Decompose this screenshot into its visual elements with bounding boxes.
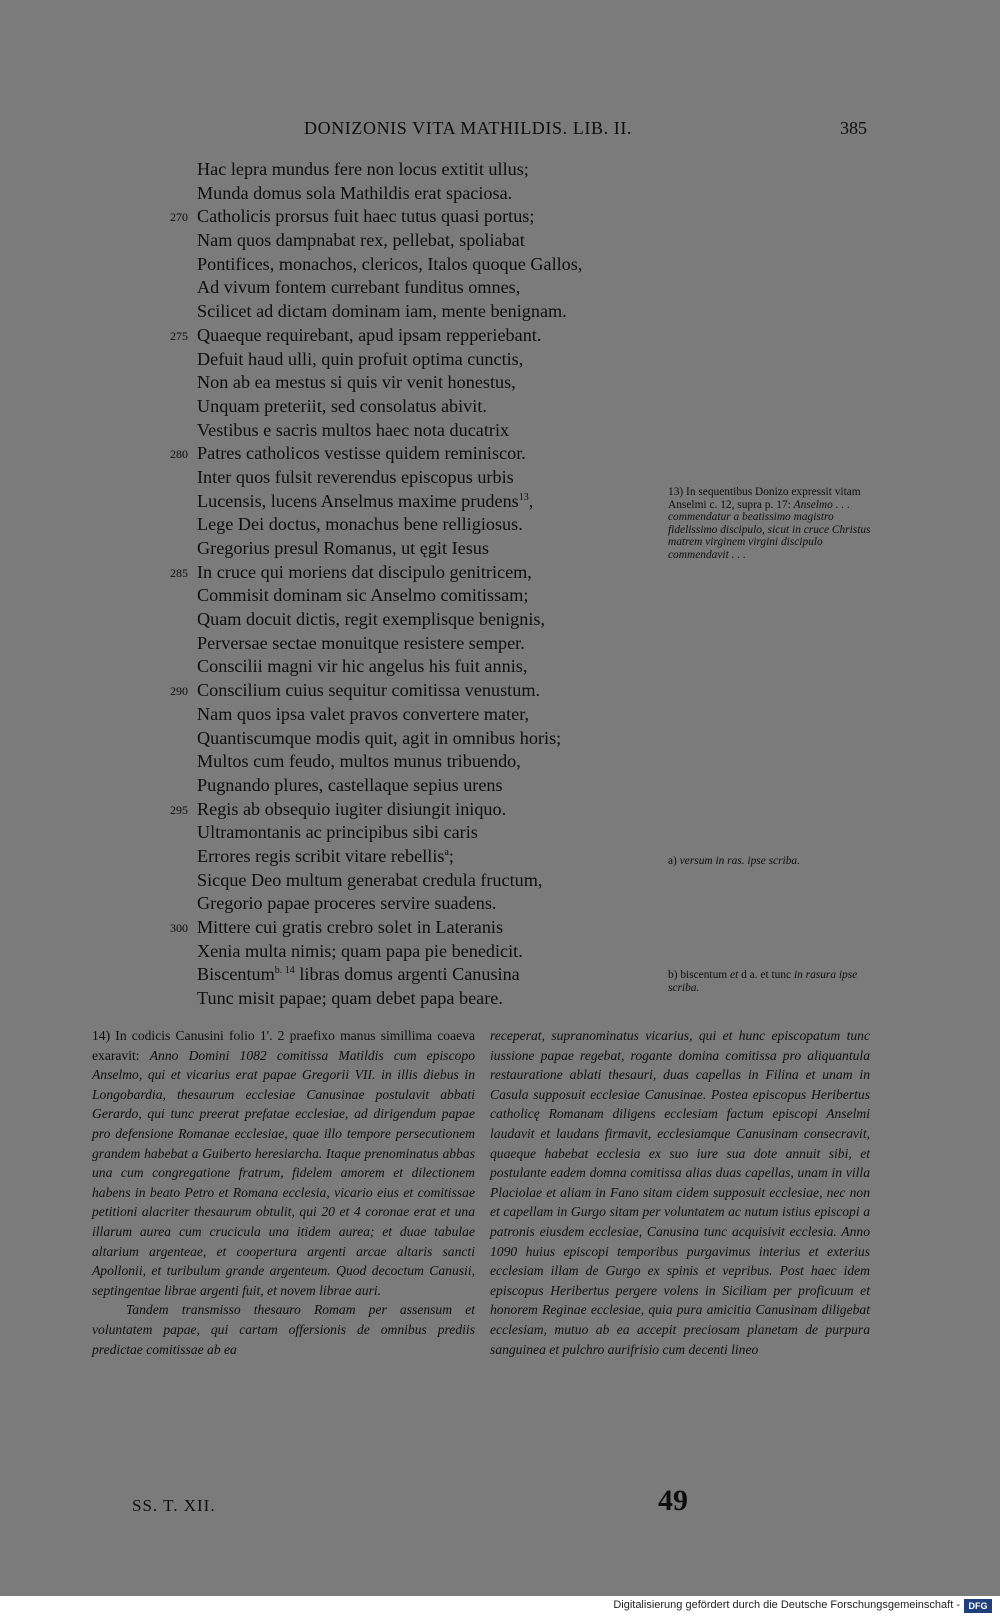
sidenote-b-text: in rasura ipse scriba.: [668, 969, 858, 994]
sidenote-13: [668, 486, 873, 562]
verse-line: [160, 798, 660, 822]
verse-number: 270: [170, 210, 188, 225]
verse-text: [197, 703, 529, 727]
verse-text-main: Non ab ea mestus si quis vir venit honestus,: [197, 372, 516, 393]
verse-line: [160, 537, 660, 561]
verse-text-main: Quaeque requirebant, apud ipsam repperiebant.: [197, 324, 542, 345]
verse-line: [160, 774, 660, 798]
verse-text: [197, 679, 540, 703]
verse-text: [197, 727, 561, 751]
verse-number: 280: [170, 447, 188, 462]
verse-text-main: Errores regis scribit vitare rebellis: [197, 845, 445, 866]
verse-text-tail: ,: [528, 490, 534, 511]
footnote-column-left: [92, 1026, 475, 1359]
verse-text: [197, 348, 523, 372]
verse-text: [197, 798, 506, 822]
verse-line: [160, 963, 660, 987]
verse-text-main: Vestibus e sacris multos haec nota ducatrix: [197, 419, 510, 440]
verse-line: [160, 348, 660, 372]
sidenote-a-text: versum in ras. ipse scriba.: [679, 855, 800, 867]
verse-line: [160, 940, 660, 964]
verse-text: [197, 632, 525, 656]
verse-text: [197, 490, 533, 514]
sidenote-b-et: et: [730, 969, 739, 981]
sidenote-b-label: b) biscentum: [668, 969, 728, 981]
verse-text: [197, 963, 520, 987]
verse-line: [160, 324, 660, 348]
footnote-marker: 13: [518, 491, 529, 503]
verse-text: [197, 419, 509, 443]
verse-text-main: Inter quos fulsit reverendus episcopus urbis: [197, 466, 514, 487]
verse-text-main: Mittere cui gratis crebro solet in Lateranis: [197, 917, 504, 937]
verse-text: [197, 750, 521, 774]
verse-line: [160, 869, 660, 893]
verse-text: [197, 229, 525, 253]
verse-text-main: Unquam preteriit, sed consolatus abivit.: [197, 395, 487, 416]
verse-text-main: Conscilii magni vir hic angelus his fuit annis,: [197, 656, 528, 677]
verse-text-main: Quam docuit dictis, regit exemplisque benignis,: [197, 609, 546, 630]
verse-text-main: Tunc misit papae; quam debet papa beare.: [197, 988, 503, 1009]
verse-line: [160, 892, 660, 916]
verse-line: [160, 679, 660, 703]
verse-number: 295: [170, 802, 188, 817]
verse-line: [160, 442, 660, 466]
footnote-14-para2: Tandem transmisso thesauro Romam per assensum et voluntatem papae, qui cartam offersionis de omnibus prediis predictae comitissae ab ea: [92, 1302, 475, 1357]
footnote-14-text-left: Anno Domini 1082 comitissa Matildis cum episcopo Anselmo, qui et vicarius erat papae Gregorii VII. in illis diebus in Longobardia, thesaurum ecclesiae Canusinae postulavit abbati Gerardo, qui tunc preerat prefatae ecclesiae, ad dirigendum papae pro defensione Romanae ecclesiae, quae illo tempore persecutionem grandem habebat a Guiberto heresiarcha. Itaque prenominatus abbas una cum congregatione fratrum, fidelem amorem et dilectionem habens in beato Petro et Romana ecclesia, vicario eius et comitissae petitioni alacriter thesaurum obtulit, qui 20 et 4 coronae erat et una illarum aurea cum crucicula una itidem aurea; et duae tabulae altarium argenteae, et coopertura argenti arcae altaris sancti Apollonii, et turibulum grande argenteum. Quod decoctum Canusii, septingentae librae argenti fuit, et novem librae auri.: [92, 1047, 475, 1298]
verse-line: [160, 655, 660, 679]
verse-text: [197, 158, 529, 182]
verse-text-main: Ad vivum fontem currebant funditus omnes,: [197, 277, 521, 298]
verse-text: [197, 940, 523, 964]
verse-text-main: Lucensis, lucens Anselmus maxime prudens: [197, 490, 519, 511]
verse-line: [160, 750, 660, 774]
verse-text-main: Perversae sectae monuitque resistere semper.: [197, 632, 525, 653]
verse-text: [197, 276, 520, 300]
verse-text-main: In cruce qui moriens dat discipulo genitricem,: [197, 561, 532, 582]
sheet-signature: 49: [658, 1484, 688, 1517]
verse-text: [197, 324, 541, 348]
verse-line: [160, 229, 660, 253]
verse-line: [160, 300, 660, 324]
sidenote-b-label2: d a. et tunc: [741, 969, 792, 981]
verse-text-main: Catholicis prorsus fuit haec tutus quasi portus;: [197, 206, 535, 227]
dfg-banner: [0, 1596, 1000, 1616]
verse-text: [197, 561, 532, 585]
verse-number: 285: [170, 565, 188, 580]
running-header: [0, 118, 1000, 142]
footnote-14-text-right: receperat, supranominatus vicarius, qui et hunc episcopatum tunc iussione papae regebat, rogante domina comitissa pro aliquantula restauratione ablati thesauri, duas capellas in Filina et unam in Casula supposuit ecclesiae Canusinae. Postea episcopus Heribertus catholicę Romanam diligens ecclesiam factum episcopi Anselmi laudavit et laudans firmavit, ecclesiamque Canusinam consecravit, quaeque habebat ecclesia ex suo iure sua dote annuit sibi, et postulante eadem domna comitissa alias duas capellas, unam in villa Placiolae et aliam in Fano sitam cidem supposuit ecclesiae, nec non et capellam in Gurgo sitam per voluntatem ac nutum istius episcopi a patronis eiusdem ecclesiae, Canusina tunc acquisivit ecclesia. Anno 1090 huius episcopi temporibus purgavimus interius et exterius ecclesiam illam de Gurgo ex spinis et vepribus. Post haec idem episcopus Heribertus pergere volens in Siciliam per proficuum et honorem Reginae ecclesiae, quia pura amicitia Canusinam diligebat ecclesiam, mutuo ab ea accepit preciosam planetam de purpura sanguinea et pulchro aurifrisio cum decenti lineo: [490, 1028, 870, 1357]
verse-text: [197, 466, 514, 490]
verse-line: [160, 703, 660, 727]
verse-line: [160, 182, 660, 206]
verse-text: [197, 821, 478, 845]
verse-text-main: Scilicet ad dictam dominam iam, mente benignam.: [197, 301, 567, 322]
verse-text-main: Defuit haud ulli, quin profuit optima cunctis,: [197, 348, 524, 369]
verse-text-main: Gregorius presul Romanus, ut ęgit Iesus: [197, 538, 489, 558]
verse-text-main: Ultramontanis ac principibus sibi caris: [197, 822, 478, 843]
verse-line: [160, 371, 660, 395]
verse-text-main: Multos cum feudo, multos munus tribuendo,: [197, 751, 521, 772]
verse-line: [160, 608, 660, 632]
verse-line: [160, 987, 660, 1011]
verse-text: [197, 537, 489, 561]
verse-text-main: Pontifices, monachos, clericos, Italos quoque Gallos,: [197, 253, 583, 274]
verse-line: [160, 632, 660, 656]
verse-text: [197, 608, 545, 632]
footnote-marker: b. 14: [274, 965, 295, 977]
verse-text: [197, 892, 496, 916]
verse-number: 300: [170, 921, 188, 935]
verse-line: [160, 490, 660, 514]
verse-text: [197, 371, 516, 395]
verse-text-main: Conscilium cuius sequitur comitissa venustum.: [197, 680, 541, 701]
dfg-credit: Digitalisierung gefördert durch die Deutsche Forschungsgemeinschaft -: [613, 1599, 960, 1611]
footnote-column-right: [490, 1026, 870, 1359]
verse-text-main: Nam quos dampnabat rex, pellebat, spoliabat: [197, 230, 525, 251]
running-title: DONIZONIS VITA MATHILDIS. LIB. II.: [304, 118, 633, 138]
verse-text: [197, 774, 503, 798]
verse-text-tail: ;: [448, 845, 454, 866]
verse-text: [197, 442, 526, 466]
verse-text: [197, 300, 567, 324]
verse-text: [197, 845, 454, 869]
verse-line: [160, 276, 660, 300]
volume-signature: SS. T. XII.: [132, 1496, 216, 1515]
verse-line: [160, 158, 660, 182]
verse-text: [197, 253, 582, 277]
verse-text-main: Biscentum: [197, 964, 275, 985]
verse-text: [197, 513, 523, 537]
verse-text: [197, 655, 527, 679]
verse-line: [160, 253, 660, 277]
verse-line: [160, 727, 660, 751]
verse-text: [197, 205, 534, 229]
dfg-logo-icon: DFG: [964, 1599, 992, 1613]
verse-line: [160, 821, 660, 845]
footnote-marker: a: [444, 846, 449, 858]
sidenote-b: [668, 969, 873, 994]
verse-text: [197, 916, 503, 940]
verse-block: [160, 158, 660, 1011]
verse-number: 275: [170, 328, 188, 343]
verse-text-tail: libras domus argenti Canusina: [294, 964, 520, 985]
verse-line: [160, 584, 660, 608]
verse-line: [160, 916, 660, 940]
sidenote-13-text: Anselmo . . . commendatur a beatissimo magistro fidelissimo discipulo, sicut in cruce Christus matrem virginem virgini discipulo commendavit . . .: [668, 498, 871, 561]
verse-text-main: Sicque Deo multum generabat credula fructum,: [197, 869, 543, 890]
verse-text: [197, 395, 487, 419]
footnote-14-intro: 14) In codicis Canusini folio 1'. 2 praefixo manus simillima coaeva exaravit:: [92, 1028, 475, 1063]
verse-line: [160, 205, 660, 229]
verse-text-main: Xenia multa nimis; quam papa pie benedicit.: [197, 940, 523, 961]
verse-line: [160, 845, 660, 869]
verse-line: [160, 466, 660, 490]
verse-text-main: Patres catholicos vestisse quidem reminiscor.: [197, 443, 526, 464]
verse-text-main: Hac lepra mundus fere non locus extitit ullus;: [197, 159, 529, 179]
verse-text-main: Nam quos ipsa valet pravos convertere mater,: [197, 703, 530, 724]
sidenote-13-label: 13) In sequentibus Donizo expressit vitam Anselmi c. 12, supra p. 17:: [668, 486, 861, 511]
verse-text-main: Pugnando plures, castellaque sepius urens: [197, 774, 503, 795]
verse-text: [197, 987, 503, 1011]
verse-line: [160, 419, 660, 443]
sidenote-a-label: a): [668, 855, 677, 867]
verse-text-main: Munda domus sola Mathildis erat spaciosa.: [197, 182, 513, 203]
verse-line: [160, 561, 660, 585]
verse-text-main: Quantiscumque modis quit, agit in omnibus horis;: [197, 727, 562, 748]
sidenote-a: [668, 855, 873, 868]
verse-line: [160, 513, 660, 537]
page-number: 385: [840, 118, 867, 138]
verse-text-main: Regis ab obsequio iugiter disiungit iniquo.: [197, 798, 507, 819]
verse-text-main: Gregorio papae proceres servire suadens.: [197, 893, 497, 914]
verse-text-main: Lege Dei doctus, monachus bene relligiosus.: [197, 514, 523, 535]
verse-text: [197, 182, 512, 206]
verse-number: 290: [170, 684, 188, 699]
verse-text: [197, 869, 542, 893]
verse-text-main: Commisit dominam sic Anselmo comitissam;: [197, 585, 529, 606]
verse-text: [197, 584, 528, 608]
verse-line: [160, 395, 660, 419]
